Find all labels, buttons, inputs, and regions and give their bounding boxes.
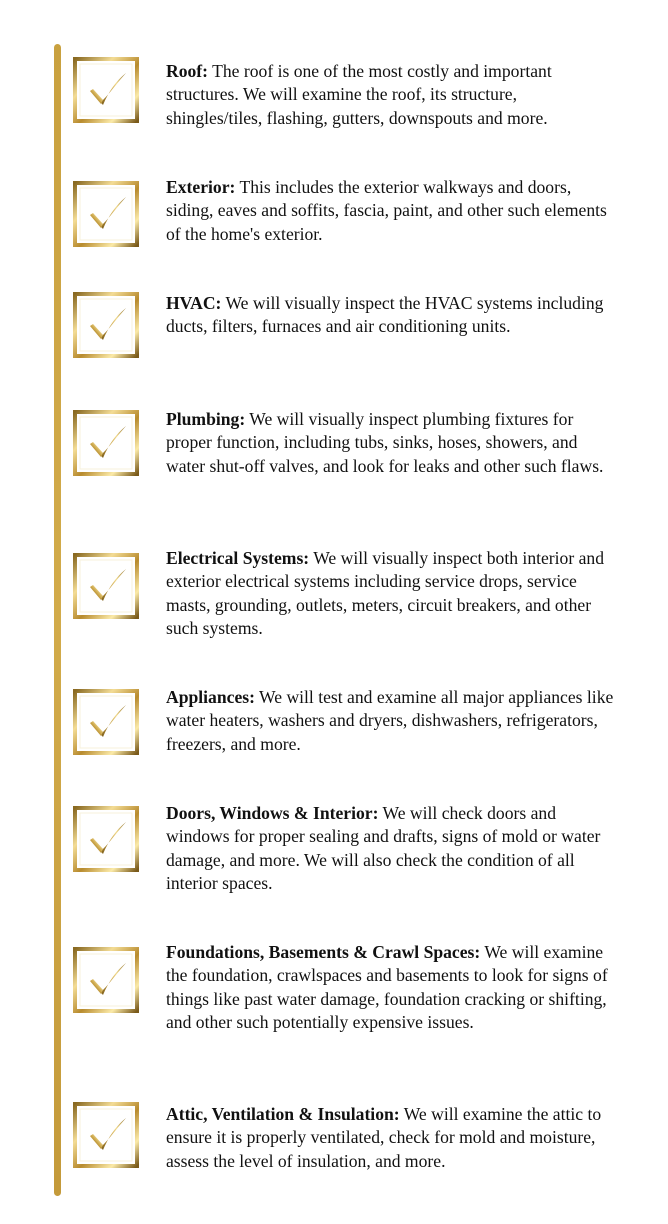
item-text xyxy=(166,60,614,130)
item-title: Electrical Systems: xyxy=(166,548,310,568)
item-title: Attic, Ventilation & Insulation: xyxy=(166,1104,400,1124)
item-text xyxy=(166,686,614,756)
item-text xyxy=(166,547,614,640)
item-text xyxy=(166,941,614,1034)
item-description: We will visually inspect both interior and exterior electrical systems including service drops, service masts, grounding, outlets, meters, circuit breakers, and other such systems. xyxy=(166,548,605,638)
item-text xyxy=(166,292,614,339)
item-text xyxy=(166,802,614,895)
item-title: Roof: xyxy=(166,61,209,81)
item-description: We will check doors and windows for proper sealing and drafts, signs of mold or water damage, and more. We will also check the condition of all interior spaces. xyxy=(166,803,601,893)
item-description: We will examine the foundation, crawlspaces and basements to look for signs of things like past water damage, foundation cracking or shifting, and other such potentially expensive issues. xyxy=(166,942,608,1032)
checkbox-checkmark-icon xyxy=(72,1101,140,1169)
checkbox-checkmark-icon xyxy=(72,946,140,1014)
item-description: The roof is one of the most costly and important structures. We will examine the roof, its structure, shingles/tiles, flashing, gutters, downspouts and more. xyxy=(166,61,552,128)
checkbox-checkmark-icon xyxy=(72,552,140,620)
item-text xyxy=(166,408,614,478)
item-title: Appliances: xyxy=(166,687,255,707)
item-title: HVAC: xyxy=(166,293,222,313)
item-title: Foundations, Basements & Crawl Spaces: xyxy=(166,942,481,962)
checkbox-checkmark-icon xyxy=(72,409,140,477)
checkbox-checkmark-icon xyxy=(72,688,140,756)
checkbox-checkmark-icon xyxy=(72,56,140,124)
item-text xyxy=(166,176,614,246)
checkbox-checkmark-icon xyxy=(72,805,140,873)
checkbox-checkmark-icon xyxy=(72,291,140,359)
item-title: Plumbing: xyxy=(166,409,246,429)
item-description: We will examine the attic to ensure it is properly ventilated, check for mold and moisture, assess the level of insulation, and more. xyxy=(166,1104,602,1171)
item-title: Doors, Windows & Interior: xyxy=(166,803,379,823)
item-description: This includes the exterior walkways and doors, siding, eaves and soffits, fascia, paint, and other such elements of the home's exterior. xyxy=(166,177,607,244)
item-description: We will visually inspect the HVAC systems including ducts, filters, furnaces and air conditioning units. xyxy=(166,293,604,337)
item-text xyxy=(166,1103,614,1173)
item-title: Exterior: xyxy=(166,177,236,197)
item-description: We will test and examine all major appliances like water heaters, washers and dryers, dishwashers, refrigerators, freezers, and more. xyxy=(166,687,614,754)
checkbox-checkmark-icon xyxy=(72,180,140,248)
item-description: We will visually inspect plumbing fixtures for proper function, including tubs, sinks, hoses, showers, and water shut-off valves, and look for leaks and other such flaws. xyxy=(166,409,604,476)
